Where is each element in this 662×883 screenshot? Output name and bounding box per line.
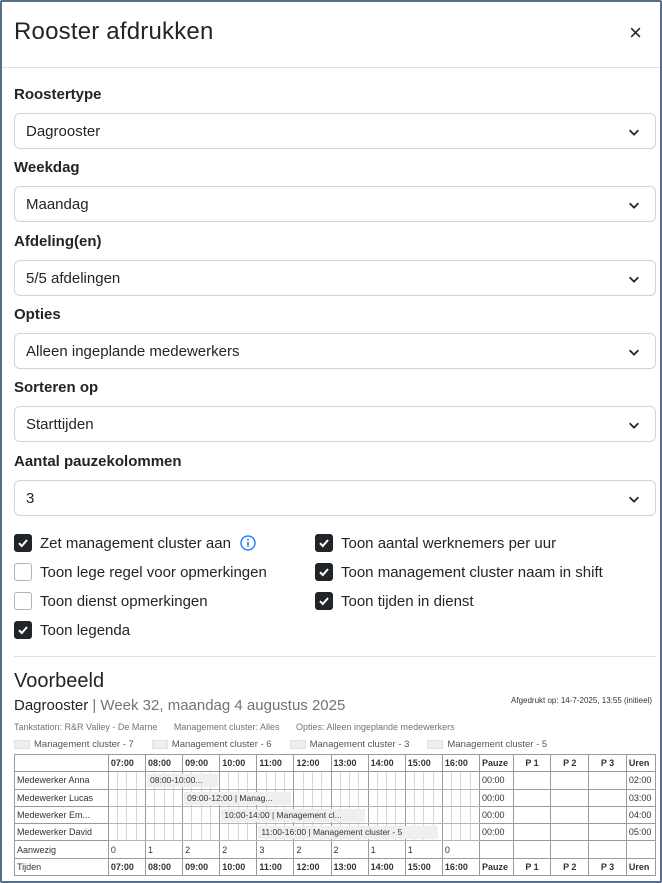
table-row — [15, 824, 656, 841]
quarter-cell — [303, 789, 312, 806]
preview-title-main: Dagrooster — [14, 697, 89, 714]
tijden-label: Tijden — [15, 858, 109, 875]
employee-name: Medewerker Lucas — [15, 789, 109, 806]
pauze-value: 00:00 — [479, 772, 513, 789]
quarter-cell — [201, 806, 210, 823]
extra-header: P 1 — [513, 755, 551, 772]
quarter-cell — [108, 772, 117, 789]
checkbox-label: Toon lege regel voor opmerkingen — [40, 563, 267, 581]
quarter-cell — [359, 772, 368, 789]
checkbox-cluster-naam-in-shift[interactable] — [315, 562, 603, 582]
quarter-cell — [303, 772, 312, 789]
quarter-cell — [377, 789, 386, 806]
p3-value — [589, 789, 627, 806]
quarter-cell — [461, 806, 470, 823]
legend-swatch — [290, 740, 306, 749]
pauzekolommen-label: Aantal pauzekolommen — [14, 453, 182, 470]
aanwezig-count: 0 — [442, 841, 479, 858]
quarter-cell — [424, 806, 433, 823]
extra-header: P 1 — [513, 858, 551, 875]
legend-label: Management cluster - 3 — [309, 739, 410, 750]
quarter-cell — [183, 789, 273, 806]
quarter-cell — [127, 806, 136, 823]
dialog-title: Rooster afdrukken — [14, 18, 214, 45]
quarter-cell — [118, 806, 127, 823]
hour-header: 13:00 — [331, 858, 368, 875]
checkbox-box[interactable] — [315, 563, 333, 581]
quarter-cell — [396, 789, 405, 806]
quarter-cell — [461, 789, 470, 806]
quarter-cell — [368, 772, 377, 789]
weekdag-label: Weekdag — [14, 159, 80, 176]
quarter-cell — [415, 789, 424, 806]
p3-value — [589, 772, 627, 789]
hour-header: 15:00 — [405, 755, 442, 772]
preview-meta — [14, 722, 469, 732]
info-icon[interactable] — [240, 535, 256, 551]
quarter-cell — [405, 806, 414, 823]
quarter-cell — [164, 824, 173, 841]
hour-header: 11:00 — [257, 858, 294, 875]
quarter-cell — [350, 789, 359, 806]
quarter-cell — [257, 824, 403, 841]
quarter-cell — [312, 772, 321, 789]
p2-value — [551, 772, 589, 789]
hour-header: 14:00 — [368, 858, 405, 875]
quarter-cell — [387, 772, 396, 789]
quarter-cell — [229, 772, 238, 789]
legend-label: Management cluster - 5 — [447, 739, 548, 750]
p1-value — [513, 824, 551, 841]
checkbox-label: Toon aantal werknemers per uur — [341, 534, 557, 552]
hour-header: 12:00 — [294, 755, 331, 772]
quarter-cell — [173, 824, 182, 841]
quarter-cell — [257, 772, 266, 789]
quarter-cell — [442, 789, 451, 806]
checkbox-label: Toon tijden in dienst — [341, 592, 474, 610]
quarter-cell — [452, 824, 461, 841]
quarter-cell — [146, 806, 155, 823]
weekdag-select[interactable] — [14, 186, 656, 222]
quarter-cell — [331, 772, 340, 789]
quarter-cell — [405, 772, 414, 789]
divider — [14, 656, 656, 657]
quarter-cell — [220, 806, 342, 823]
quarter-cell — [387, 806, 396, 823]
hour-header: 08:00 — [146, 755, 183, 772]
quarter-cell — [192, 824, 201, 841]
quarter-cell — [127, 824, 136, 841]
quarter-cell — [108, 789, 117, 806]
quarter-cell — [442, 824, 451, 841]
quarter-cell — [294, 772, 303, 789]
checkbox-box[interactable] — [14, 621, 32, 639]
quarter-cell — [118, 824, 127, 841]
checkbox-label: Toon management cluster naam in shift — [341, 563, 603, 581]
quarter-cell — [452, 789, 461, 806]
preview-legend — [14, 739, 565, 750]
quarter-cell — [155, 824, 164, 841]
check-icon — [318, 595, 330, 607]
quarter-cell — [146, 789, 155, 806]
aanwezig-count: 1 — [405, 841, 442, 858]
quarter-cell — [405, 789, 414, 806]
checkbox-box[interactable] — [315, 592, 333, 610]
printed-timestamp: Afgedrukt op: 14-7-2025, 13:55 (initieel) — [511, 696, 652, 705]
aanwezig-count: 2 — [220, 841, 257, 858]
quarter-cell — [433, 772, 442, 789]
quarter-cell — [470, 789, 479, 806]
checkbox-management-cluster[interactable] — [14, 533, 256, 553]
quarter-cell — [452, 806, 461, 823]
chevron-down-icon — [627, 272, 641, 286]
uren-value: 03:00 — [626, 789, 655, 806]
quarter-cell — [210, 824, 219, 841]
p1-value — [513, 789, 551, 806]
quarter-cell — [220, 824, 229, 841]
preview-heading: Voorbeeld — [14, 670, 105, 692]
checkbox-dienst-opmerkingen[interactable] — [14, 591, 208, 611]
shift-block[interactable]: 11:00-16:00 | Management cluster - 5 — [258, 826, 438, 839]
quarter-cell — [108, 824, 117, 841]
shift-block[interactable]: 10:00-14:00 | Management cl... — [221, 809, 365, 822]
dialog-header — [2, 2, 660, 68]
quarter-cell — [136, 772, 145, 789]
quarter-cell — [201, 824, 210, 841]
aanwezig-count: 2 — [331, 841, 368, 858]
quarter-cell — [229, 824, 238, 841]
quarter-cell — [340, 789, 349, 806]
p3-value — [589, 824, 627, 841]
roostertype-value: Dagrooster — [26, 123, 101, 140]
quarter-cell — [136, 789, 145, 806]
extra-header: P 2 — [551, 755, 589, 772]
uren-value: 05:00 — [626, 824, 655, 841]
aanwezig-row — [15, 841, 656, 858]
check-icon — [17, 624, 29, 636]
opties-select[interactable] — [14, 333, 656, 369]
quarter-cell — [210, 806, 219, 823]
aanwezig-count: 1 — [146, 841, 183, 858]
quarter-cell — [127, 789, 136, 806]
quarter-cell — [275, 772, 284, 789]
table-row — [15, 789, 656, 806]
quarter-cell — [322, 772, 331, 789]
sorteren-label: Sorteren op — [14, 379, 99, 396]
hour-header: 12:00 — [294, 858, 331, 875]
p1-value — [513, 806, 551, 823]
quarter-cell — [322, 789, 331, 806]
chevron-down-icon — [627, 418, 641, 432]
quarter-cell — [183, 806, 192, 823]
hour-header: 11:00 — [257, 755, 294, 772]
pauzekolommen-select[interactable] — [14, 480, 656, 516]
pauze-value: 00:00 — [479, 824, 513, 841]
afdelingen-value: 5/5 afdelingen — [26, 270, 121, 287]
quarter-cell — [415, 772, 424, 789]
p2-value — [551, 789, 589, 806]
close-icon[interactable]: × — [629, 20, 642, 45]
aanwezig-count: 2 — [183, 841, 220, 858]
quarter-cell — [164, 806, 173, 823]
legend-swatch — [427, 740, 443, 749]
checkbox-tijden-in-dienst[interactable] — [315, 591, 474, 611]
schedule-preview-table — [14, 754, 656, 876]
roostertype-select[interactable] — [14, 113, 656, 149]
afdelingen-label: Afdeling(en) — [14, 233, 102, 250]
extra-header: Pauze — [479, 858, 513, 875]
quarter-cell — [312, 789, 321, 806]
hour-header: 10:00 — [220, 755, 257, 772]
legend-item — [427, 739, 547, 750]
hour-header: 09:00 — [183, 755, 220, 772]
quarter-cell — [285, 772, 294, 789]
hour-header: 15:00 — [405, 858, 442, 875]
aanwezig-label: Aanwezig — [15, 841, 109, 858]
employee-name: Medewerker Anna — [15, 772, 109, 789]
extra-header: Pauze — [479, 755, 513, 772]
quarter-cell — [118, 789, 127, 806]
preview-title-sub: | Week 32, maandag 4 augustus 2025 — [88, 697, 346, 714]
legend-item — [290, 739, 410, 750]
quarter-cell — [377, 806, 386, 823]
extra-header: P 3 — [589, 858, 627, 875]
quarter-cell — [136, 824, 145, 841]
empty-cell — [589, 841, 627, 858]
sorteren-select[interactable] — [14, 406, 656, 442]
p3-value — [589, 806, 627, 823]
quarter-cell — [340, 772, 349, 789]
quarter-cell — [248, 772, 257, 789]
empty-cell — [551, 841, 589, 858]
legend-swatch — [152, 740, 168, 749]
quarter-cell — [192, 806, 201, 823]
sorteren-value: Starttijden — [26, 416, 94, 433]
opties-label: Opties — [14, 306, 61, 323]
aanwezig-count: 1 — [368, 841, 405, 858]
quarter-cell — [470, 824, 479, 841]
preview-title — [14, 697, 345, 714]
quarter-cell — [452, 772, 461, 789]
meta-opties: Opties: Alleen ingeplande medewerkers — [295, 722, 455, 732]
checkbox-werknemers-per-uur[interactable] — [315, 533, 556, 553]
name-header — [15, 755, 109, 772]
empty-cell — [479, 841, 513, 858]
check-icon — [17, 537, 29, 549]
extra-header: P 2 — [551, 858, 589, 875]
legend-label: Management cluster - 6 — [171, 739, 272, 750]
aanwezig-count: 0 — [108, 841, 145, 858]
quarter-cell — [368, 806, 377, 823]
uren-value: 02:00 — [626, 772, 655, 789]
legend-item — [152, 739, 272, 750]
quarter-cell — [470, 772, 479, 789]
quarter-cell — [461, 824, 470, 841]
quarter-cell — [470, 806, 479, 823]
checkbox-lege-regel[interactable] — [14, 562, 267, 582]
meta-cluster: Management cluster: Alles — [173, 722, 280, 732]
roostertype-label: Roostertype — [14, 86, 102, 103]
uren-value: 04:00 — [626, 806, 655, 823]
extra-header: P 3 — [589, 755, 627, 772]
p2-value — [551, 806, 589, 823]
chevron-down-icon — [627, 198, 641, 212]
quarter-cell — [350, 772, 359, 789]
checkbox-label: Toon legenda — [40, 621, 131, 639]
quarter-cell — [164, 789, 173, 806]
aanwezig-count: 2 — [294, 841, 331, 858]
hour-header: 13:00 — [331, 755, 368, 772]
checkbox-label: Zet management cluster aan — [40, 534, 231, 552]
quarter-cell — [331, 789, 340, 806]
quarter-cell — [415, 806, 424, 823]
extra-header: Uren — [626, 858, 655, 875]
footer-row — [15, 858, 656, 875]
quarter-cell — [359, 789, 368, 806]
quarter-cell — [146, 772, 203, 789]
legend-item — [14, 739, 134, 750]
shift-block[interactable]: 09:00-12:00 | Manag... — [184, 792, 291, 805]
quarter-cell — [220, 772, 229, 789]
checkbox-box[interactable] — [14, 592, 32, 610]
quarter-cell — [155, 789, 164, 806]
check-icon — [318, 537, 330, 549]
hour-header: 09:00 — [183, 858, 220, 875]
checkbox-box[interactable] — [14, 534, 32, 552]
quarter-cell — [118, 772, 127, 789]
quarter-cell — [396, 806, 405, 823]
quarter-cell — [433, 789, 442, 806]
quarter-cell — [127, 772, 136, 789]
meta-tankstation: Tankstation: R&R Valley - De Marne — [14, 722, 158, 732]
hour-header: 14:00 — [368, 755, 405, 772]
chevron-down-icon — [627, 492, 641, 506]
extra-header: Uren — [626, 755, 655, 772]
table-row — [15, 772, 656, 789]
hour-header: 07:00 — [108, 858, 145, 875]
quarter-cell — [173, 789, 182, 806]
quarter-cell — [108, 806, 117, 823]
afdelingen-select[interactable] — [14, 260, 656, 296]
quarter-cell — [442, 806, 451, 823]
hour-header: 08:00 — [146, 858, 183, 875]
quarter-cell — [238, 772, 247, 789]
checkbox-box[interactable] — [315, 534, 333, 552]
hour-header: 07:00 — [108, 755, 145, 772]
empty-cell — [626, 841, 655, 858]
legend-swatch — [14, 740, 30, 749]
quarter-cell — [387, 789, 396, 806]
quarter-cell — [442, 772, 451, 789]
checkbox-legenda[interactable] — [14, 620, 130, 640]
quarter-cell — [377, 772, 386, 789]
checkbox-box[interactable] — [14, 563, 32, 581]
quarter-cell — [396, 772, 405, 789]
aanwezig-count: 3 — [257, 841, 294, 858]
quarter-cell — [424, 789, 433, 806]
p1-value — [513, 772, 551, 789]
quarter-cell — [433, 806, 442, 823]
quarter-cell — [266, 772, 275, 789]
pauze-value: 00:00 — [479, 806, 513, 823]
employee-name: Medewerker David — [15, 824, 109, 841]
chevron-down-icon — [627, 345, 641, 359]
quarter-cell — [238, 824, 247, 841]
quarter-cell — [183, 824, 192, 841]
checkbox-label: Toon dienst opmerkingen — [40, 592, 208, 610]
hour-header: 10:00 — [220, 858, 257, 875]
pauzekolommen-value: 3 — [26, 490, 35, 507]
table-row — [15, 806, 656, 823]
quarter-cell — [294, 789, 303, 806]
quarter-cell — [248, 824, 257, 841]
header-row — [15, 755, 656, 772]
hour-header: 16:00 — [442, 858, 479, 875]
opties-value: Alleen ingeplande medewerkers — [26, 343, 240, 360]
quarter-cell — [368, 789, 377, 806]
quarter-cell — [424, 772, 433, 789]
legend-label: Management cluster - 7 — [34, 739, 134, 750]
chevron-down-icon — [627, 125, 641, 139]
pauze-value: 00:00 — [479, 789, 513, 806]
quarter-cell — [461, 772, 470, 789]
quarter-cell — [173, 806, 182, 823]
quarter-cell — [146, 824, 155, 841]
hour-header: 16:00 — [442, 755, 479, 772]
p2-value — [551, 824, 589, 841]
empty-cell — [513, 841, 551, 858]
quarter-cell — [136, 806, 145, 823]
weekdag-value: Maandag — [26, 196, 89, 213]
employee-name: Medewerker Em... — [15, 806, 109, 823]
shift-block[interactable]: 08:00-10:00... — [147, 774, 218, 787]
check-icon — [318, 566, 330, 578]
quarter-cell — [155, 806, 164, 823]
